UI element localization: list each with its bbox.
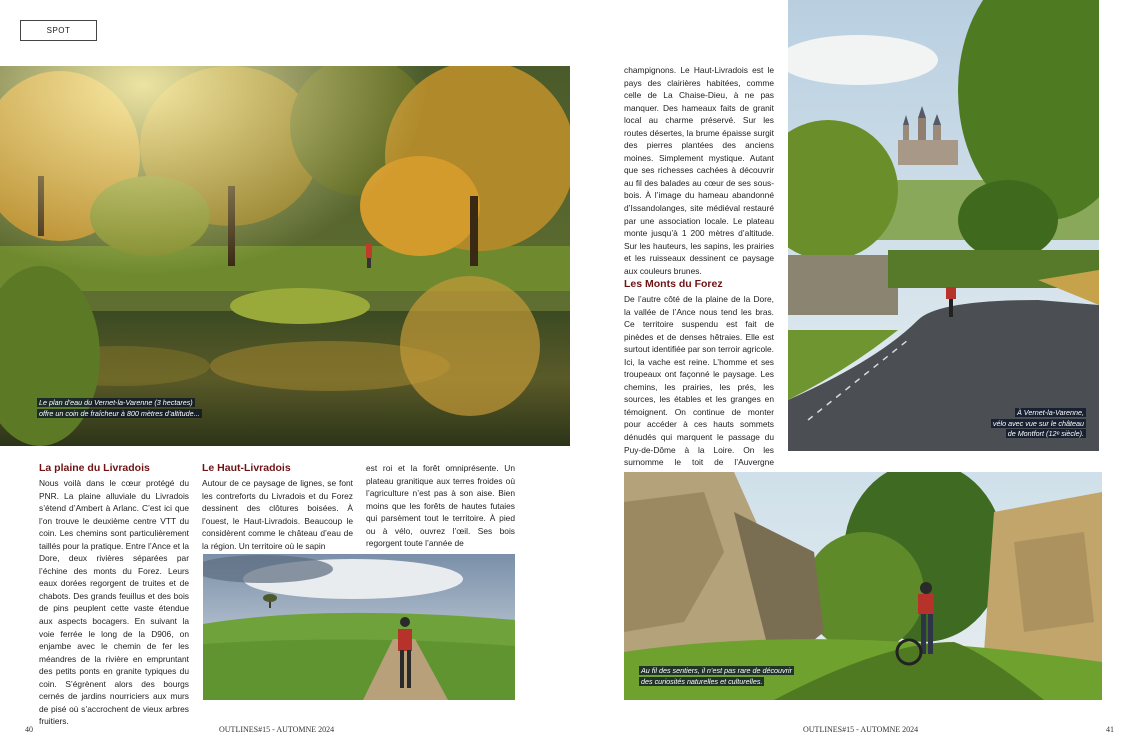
haut-livradois-heading: Le Haut-Livradois: [202, 462, 291, 474]
chateau-road-photo: [788, 0, 1099, 451]
haut-livradois-body: Autour de ce paysage de lignes, se font les contreforts du Livradois et du Forez dessinent des clôtures boisées. À l’ouest, le Haut-Livradois. Beaucoup le considèrent comme le château d’eau de la région. Un territoire où le sapin: [202, 478, 353, 551]
haut-livradois-continued: [366, 462, 515, 550]
livradois-plain-body: Nous voilà dans le cœur protégé du PNR. La plaine alluviale du Livradois s’étend d’Ambert à Arlanc. C’est ici que l’on trouve le deuxième centre VTT du coin. Les chemins sont particulièrement taillés pour la pratique. Entre l’Ance et la Dore, deux rivières séparées par l’échine des monts du Forez. Leurs eaux dorées regorgent de truites et de chabots. Des grands feuillus et des bois de pins peuplent cette vaste étendue aux aspects bocagers. En suivant la voie ferrée le long de la D906, on enjambe avec le chemin de fer les méandres de la rivière en empruntant des petits ponts en granite typiques du coin. S’égrènent alors des bourgs cernés de jardins nourriciers aux murs de pisé où s’accrochent de vieux arbres fruitiers.: [39, 478, 189, 727]
forez-heading: Les Monts du Forez: [624, 278, 723, 290]
left-issue-label: OUTLINES#15 - AUTOMNE 2024: [219, 725, 335, 734]
livradois-plain-article: [39, 462, 189, 728]
trail-caption-line-1: Au fil des sentiers, il n’est pas rare de découvrir: [641, 666, 793, 675]
right-page-number: 41: [1106, 725, 1114, 734]
haut-livradois-continued-body: est roi et la forêt omniprésente. Un plateau granitique aux terres froides où l’agriculture n’est pas à son aise. Bien moins que les forêts de hautes futaies qui parsèment tout le territoire. À pied ou à vélo, ouvrez l’œil. Ses bois regorgent toute l’année de: [366, 463, 515, 549]
right-top-article: [624, 64, 774, 277]
right-top-body: champignons. Le Haut-Livradois est le pays des clairières habitées, comme celle de La Chaise-Dieu, à ne pas manquer. Des hameaux faits de granit local au charme préservé. Sur les routes désertes, la brume épaisse surgit des pierres plantées des anciens moines. Simplement mystique. Autant que ses richesses cachées à découvrir au fil des balades au cœur de ses sous-bois. À l’image du hameau abandonné d’Issandolanges, site médiéval restauré par une association locale. Le plateau monte jusqu’à 1 200 mètres d’altitude. Sur les hauteurs, les sapins, les prairies et les ruisseaux dessinent ce paysage aux couleurs brunes.: [624, 65, 774, 276]
hiker-photo: [203, 554, 515, 700]
pond-caption: [37, 398, 237, 419]
trail-caption-line-2: des curiosités naturelles et culturelles.: [641, 676, 763, 686]
forez-article: [624, 278, 774, 494]
left-page-number: 40: [25, 725, 33, 734]
chateau-caption-line-1: À Vernet-la-Varenne,: [1017, 408, 1084, 417]
livradois-plain-heading: La plaine du Livradois: [39, 462, 150, 474]
right-issue-label: OUTLINES#15 - AUTOMNE 2024: [803, 725, 919, 734]
chateau-caption-line-2: vélo avec vue sur le château: [992, 418, 1084, 428]
section-tag: SPOT: [20, 20, 97, 41]
trail-caption: [639, 666, 839, 687]
haut-livradois-article: [202, 462, 353, 552]
pond-caption-line-2: offre un coin de fraîcheur à 800 mètres d’altitude...: [39, 408, 200, 418]
chateau-caption: [981, 408, 1086, 440]
pond-photo: [0, 66, 570, 446]
pond-caption-line-1: Le plan d’eau du Vernet-la-Varenne (3 hectares): [39, 398, 193, 407]
forez-body: De l’autre côté de la plaine de la Dore, la vallée de l’Ance nous tend les bras. Ce territoire suspendu est fait de pinèdes et de denses hêtraies. Elle est surtout identifiée par son terroir agricole. Ici, la vache est reine. L’homme et ses troupeaux ont façonné le paysage. Les chemins, les prairies, les prés, les sources, les étables et les granges en témoignent. On continue de monter pour accéder à ces hauts sommets dénudés qui marquent le passage du Puy-de-Dôme à la Loire. On les surnomme le toit de l’Auvergne: [624, 294, 774, 468]
chateau-caption-line-3: de Montfort (12ᵉ siècle).: [1007, 429, 1084, 438]
